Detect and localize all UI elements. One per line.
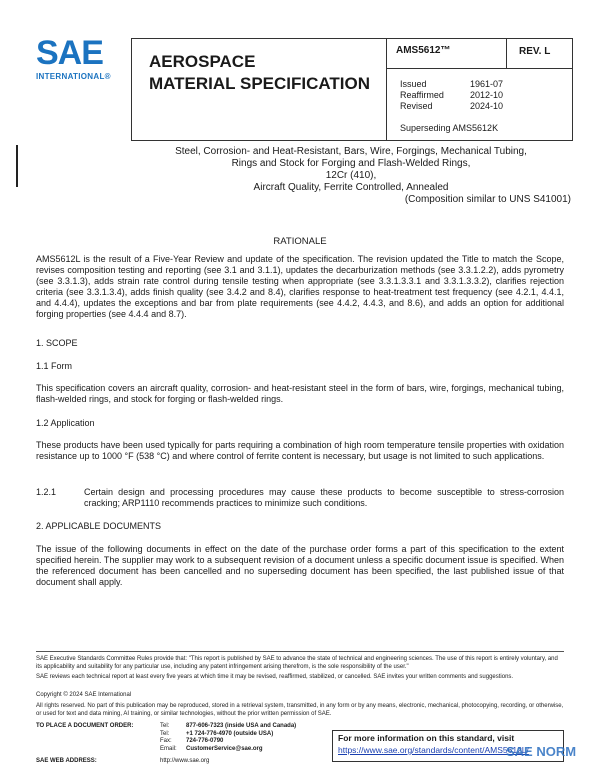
document-subject [131,146,571,206]
superseding-note: Superseding AMS5612K [400,123,499,133]
phone-link[interactable]: +1 724-776-4970 (outside USA) [186,730,274,737]
footer-review: SAE reviews each technical report at least every five years at which time it may be revised, reaffirmed, stabilized, or cancelled. SAE invites your written comments and suggestions. [36,674,514,680]
email-link[interactable]: CustomerService@sae.org [186,745,263,752]
footer-rights: All rights reserved. No part of this publication may be reproduced, stored in a retrieval system, transmitted, in any form or by any means, electronic, mechanical, photocopying, recording, or otherwise, or used for text and data mining, AI training, or similar technologies, without the prior written permission of SAE. [36,703,564,717]
rationale-text: AMS5612L is the result of a Five-Year Review and update of the specification. The revision updated the Title to match the Scope, revises composition testing and reporting (see 3.1 and 3.1.1), updates the decarburization methods (see 3.3.1.2.2), adds pyrometry (see 3.3.1.3), adds strain rate control during tensile testing when appropriate (see 3.3.1.3.3.1 and 3.3.1.3.3.2), clarifies rejection criteria (see 3.3.1.3.4), adds finish quality (see 3.4.2 and 8.4), clarifies response to heat-treatment test frequency (see 4.2.1, 4.4.1, and 4.4.4), updates the exceptions and bar from plate requirements (see 4.4.2, 4.4.3, and 8.6), and adds an option for additional forging properties (see 4.4.4 and 8.7). [36,254,564,319]
section-application-heading: 1.2 Application [36,418,95,428]
web-label: SAE WEB ADDRESS: [36,758,97,764]
header-box [131,38,573,141]
issued-label: Issued [400,79,427,89]
change-bar [16,145,18,187]
subsection-text: Certain design and processing procedures may cause these products to become susceptible to stress-corrosion cracking; ARP1110 recommends practices to minimize such conditions. [84,487,564,508]
logo-subtitle: INTERNATIONAL® [36,72,111,81]
subsection-number: 1.2.1 [36,487,57,497]
revised-label: Revised [400,101,433,111]
revised-value: 2024-10 [470,101,504,111]
subject-line: (Composition similar to UNS S41001) [404,194,571,205]
rationale-heading: RATIONALE [273,236,327,247]
phone-link[interactable]: 877-606-7323 (inside USA and Canada) [186,723,297,729]
footer-divider [36,651,564,652]
footer-rules: SAE Executive Standards Committee Rules provide that: "This report is published by SAE to advance the state of technical and engineering sciences. The use of this report is entirely voluntary, and its applicability and suitability for any particular use, including any patent infringement arising therefrom, is the sole responsibility of the user." [36,656,558,670]
standard-url-link[interactable]: https://www.sae.org/standards/content/AMS5612L/ [338,745,529,755]
dates-block [400,79,503,112]
subject-line: Rings and Stock for Forging and Flash-Welded Rings, [231,158,471,169]
order-label: TO PLACE A DOCUMENT ORDER: [36,723,134,729]
reaffirmed-label: Reaffirmed [400,90,444,100]
fax-number: 724-776-0790 [186,738,224,744]
application-text: These products have been used typically for parts requiring a combination of high room temperature tensile properties with oxidation resistance up to 1000 °F (538 °C) and where control of ferrite content is necessary, but usage is not limited to such applications. [36,440,564,461]
footer-copyright: Copyright © 2024 SAE International [36,692,132,698]
document-number: AMS5612™ [396,45,451,56]
more-info-title: For more information on this standard, visit [338,733,515,743]
revision-cell [506,39,573,69]
doc-type-line2: MATERIAL SPECIFICATION [149,74,370,93]
subject-line: Steel, Corrosion- and Heat-Resistant, Bars, Wire, Forgings, Mechanical Tubing, [175,146,527,157]
section-form-heading: 1.1 Form [36,361,73,371]
header-divider [386,68,506,69]
logo-wordmark: SAE [36,34,103,72]
section-applicable-documents-heading: 2. APPLICABLE DOCUMENTS [36,521,162,531]
web-link[interactable]: http://www.sae.org [160,758,210,764]
subject-line: 12Cr (410), [325,170,377,181]
sae-logo [36,36,122,88]
contact-block: Tel: 877-606-7323 (inside USA and Canada) Tel: +1 724-776-4970 (outside USA) Fax: 724-776-0790 Email: CustomerService@sae.org [160,723,297,752]
form-text: This specification covers an aircraft quality, corrosion- and heat-resistant steel in the form of bars, wire, forgings, mechanical tubing, flash-welded rings, and stock for forging or flash-welded rings. [36,383,564,404]
issued-value: 1961-07 [470,79,504,89]
doc-type-line1: AEROSPACE [149,52,256,71]
revision-label: REV. L [519,46,551,57]
watermark: SAE NORM [506,744,577,759]
reaffirmed-value: 2012-10 [470,90,504,100]
section-scope-heading: 1. SCOPE [36,338,78,348]
applicable-documents-text: The issue of the following documents in effect on the date of the purchase order forms a part of this specification to the extent specified herein. The supplier may work to a subsequent revision of a document unless a specific document issue is specified. When the referenced document has been cancelled and no superseding document has been specified, the last published issue of that document shall apply. [36,544,564,587]
title-cell [132,39,387,140]
subject-line: Aircraft Quality, Ferrite Controlled, Annealed [253,182,449,193]
